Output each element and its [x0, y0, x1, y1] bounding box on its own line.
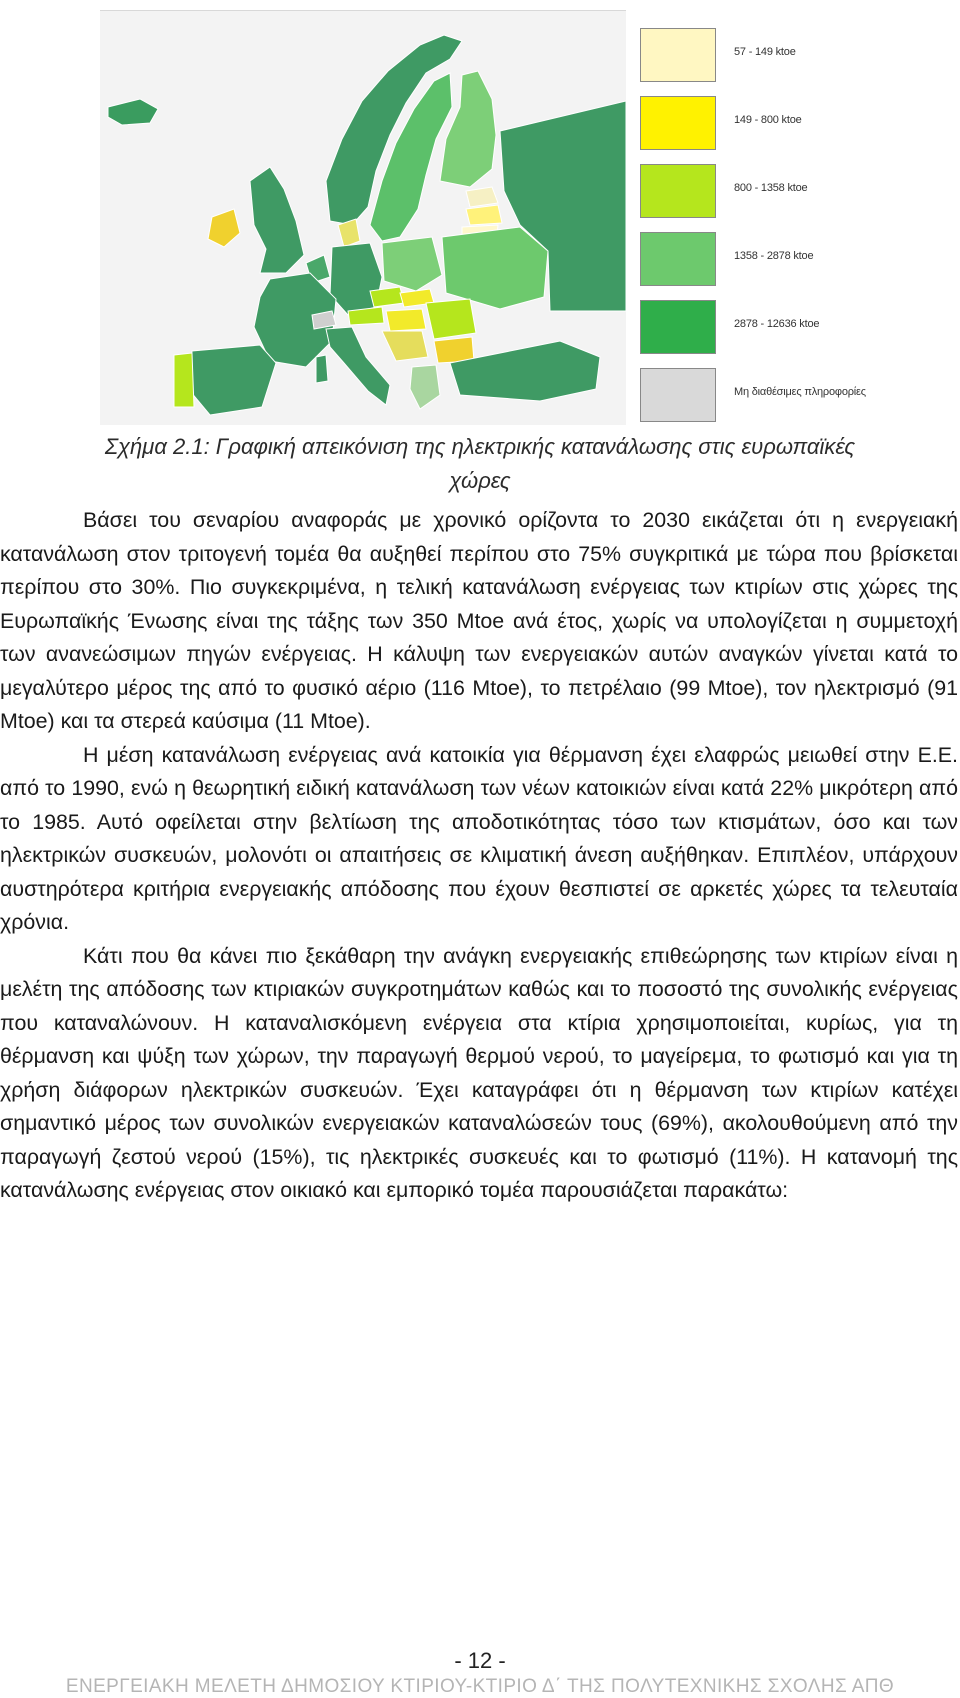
legend-item [640, 28, 870, 96]
legend-item [640, 164, 870, 232]
figure-caption-line: Σχήμα 2.1: Γραφική απεικόνιση της ηλεκτρικής κατανάλωσης στις ευρωπαϊκές [104, 434, 856, 459]
figure-caption-line: χώρες [449, 468, 511, 493]
legend-swatch [640, 232, 716, 286]
paragraph: Η μέση κατανάλωση ενέργειας ανά κατοικία για θέρμανση έχει ελαφρώς μειωθεί στην Ε.Ε. από το 1990, ενώ η θεωρητική ειδική κατανάλωση των νέων κατοικιών είναι κατά 22% μικρότερη από το 1985. Αυτό οφείλεται στην βελτίωση της αποδοτικότητας τόσο των κτισμάτων, όσο και των ηλεκτρικών συσκευών, μολονότι οι απαιτήσεις σε κλιματική άνεση αυξήθηκαν. Επιπλέον, υπάρχουν αυστηρότερα κριτήρια ενεργειακής απόδοσης που έχουν θεσπιστεί σε αρκετές χώρες τα τελευταία χρόνια. [0, 742, 958, 934]
legend-swatch [640, 96, 716, 150]
legend-swatch [640, 368, 716, 422]
legend-label: 57 - 149 ktoe [734, 46, 796, 58]
europe-map-image [100, 11, 626, 425]
legend-swatch [640, 164, 716, 218]
legend-swatch [640, 300, 716, 354]
body-text [0, 504, 958, 1208]
europe-map [100, 10, 626, 425]
legend-label: 1358 - 2878 ktoe [734, 250, 814, 262]
map-legend [640, 28, 870, 436]
paragraph: Βάσει του σεναρίου αναφοράς με χρονικό ορίζοντα το 2030 εικάζεται ότι η ενεργειακή κατανάλωση στον τριτογενή τομέα θα αυξηθεί περίπου στο 75% συγκριτικά με τώρα που βρίσκεται περίπου στο 30%. Πιο συγκεκριμένα, η τελική κατανάλωση ενέργειας των κτιρίων στις χώρες της Ευρωπαϊκής Ένωσης είναι της τάξης των 350 Mtoe ανά έτος, χωρίς να υπολογίζεται η συμμετοχή των ανανεώσιμων πηγών ενέργειας. Η κάλυψη των ενεργειακών αυτών αναγκών γίνεται κατά το μεγαλύτερο μέρος της από το φυσικό αέριο (116 Mtoe), το πετρέλαιο (99 Mtoe), τον ηλεκτρισμό (91 Mtoe) και τα στερεά καύσιμα (11 Mtoe). [0, 508, 958, 733]
legend-label: 2878 - 12636 ktoe [734, 318, 820, 330]
figure-energy-map [100, 10, 870, 424]
legend-label: 149 - 800 ktoe [734, 114, 802, 126]
legend-item [640, 96, 870, 164]
legend-item [640, 300, 870, 368]
legend-swatch [640, 28, 716, 82]
page-number: - 12 - [454, 1648, 506, 1673]
paragraph: Κάτι που θα κάνει πιο ξεκάθαρη την ανάγκη ενεργειακής επιθεώρησης των κτιρίων είναι η μελέτη της απόδοσης των κτιριακών συγκροτημάτων καθώς και το ποσοστό της συνολικής ενέργειας που καταναλώνουν. Η καταναλισκόμενη ενέργεια στα κτίρια χρησιμοποιείται, κυρίως, για τη θέρμανση και ψύξη των χώρων, την παραγωγή θερμού νερού, το μαγείρεμα, το φωτισμό και για τη χρήση διάφορων ηλεκτρικών συσκευών. Έχει καταγράφει ότι η θέρμανση των κτιρίων κατέχει σημαντικό μέρος των συνολικών ενεργειακών καταναλώσεών τους (69%), ακολουθούμενη από την παραγωγή ζεστού νερού (15%), τις ηλεκτρικές συσκευές και το φωτισμό (11%). Η κατανομή της κατανάλωσης ενέργειας στον οικιακό και εμπορικό τομέα παρουσιάζεται παρακάτω: [0, 943, 958, 1202]
legend-label: Μη διαθέσιμες πληροφορίες [734, 386, 866, 398]
legend-item [640, 232, 870, 300]
page-footer: ΕΝΕΡΓΕΙΑΚΗ ΜΕΛΕΤΗ ΔΗΜΟΣΙΟΥ ΚΤΙΡΙΟΥ-ΚΤΙΡΙΟ Δ΄ ΤΗΣ ΠΟΛΥΤΕΧΝΙΚΗΣ ΣΧΟΛΗΣ ΑΠΘ [65, 1676, 895, 1697]
legend-item [640, 368, 870, 436]
figure-caption [0, 430, 960, 498]
legend-label: 800 - 1358 ktoe [734, 182, 808, 194]
